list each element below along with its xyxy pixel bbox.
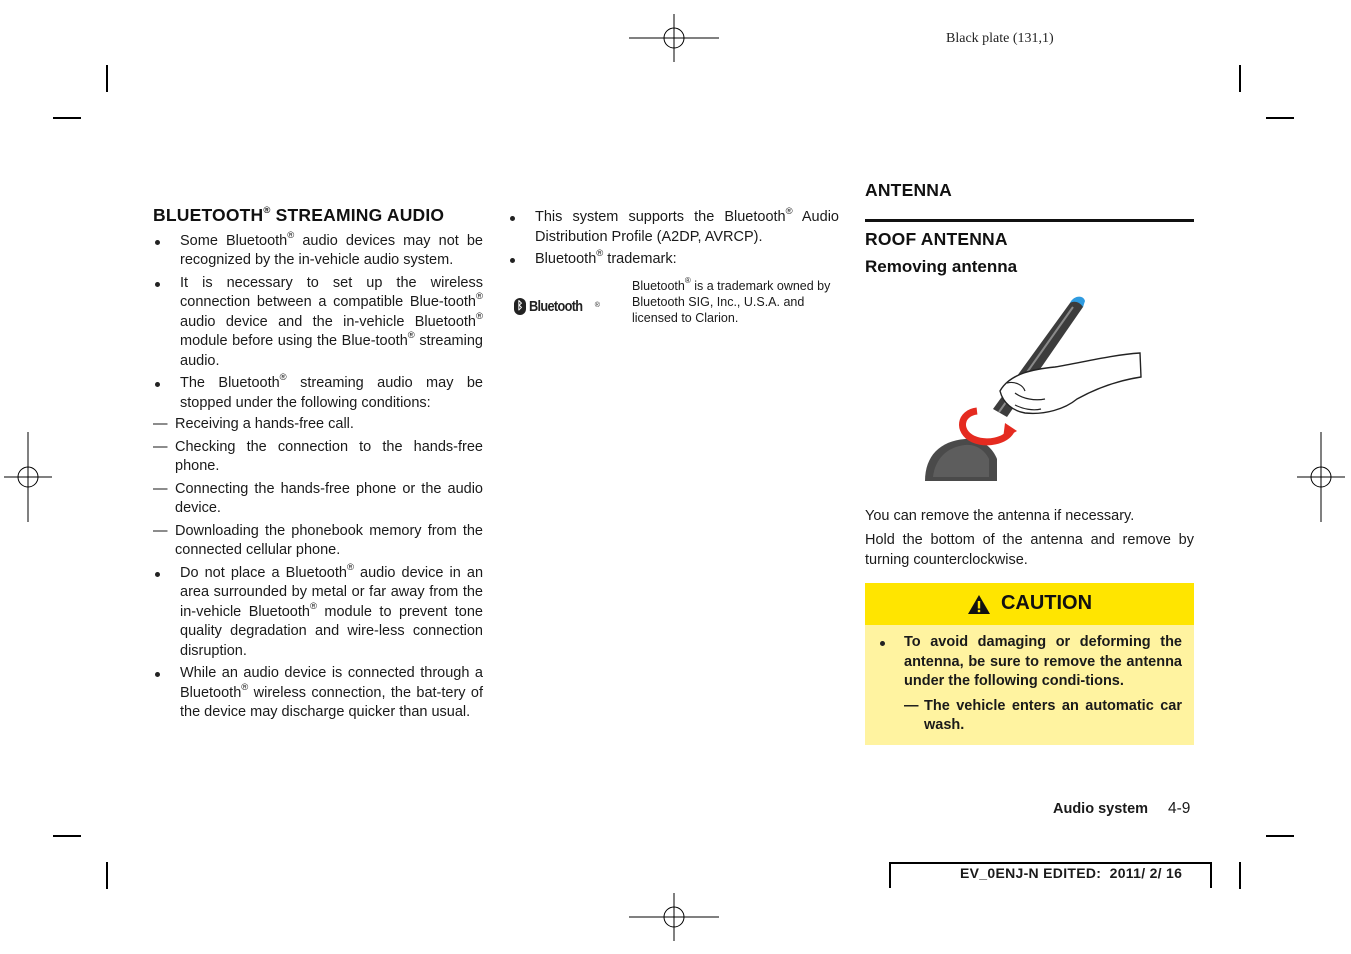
footer-section-title: Audio system: [1053, 801, 1149, 817]
condition-item: — Receiving a hands-free call.: [153, 416, 354, 432]
caution-sublist: [904, 697, 1182, 736]
edit-info: EV_0ENJ-N EDITED: 2011/ 2/ 16: [960, 865, 1183, 881]
trademark-row: [508, 278, 839, 326]
bluetooth-streaming-section: [153, 206, 483, 726]
caution-item: To avoid damaging or deforming the antenna, be sure to remove the antenna under the following condi-tions.: [877, 633, 1182, 692]
removing-antenna-heading: Removing antenna: [865, 257, 1018, 276]
condition-item: — Downloading the phonebook memory from the connected cellular phone.: [153, 522, 483, 558]
section-heading: BLUETOOTH® STREAMING AUDIO: [153, 205, 445, 225]
bluetooth-bullets: [153, 229, 483, 414]
condition-list: [153, 415, 483, 561]
registration-target-left: [4, 432, 52, 522]
antenna-heading: ANTENNA: [865, 180, 952, 200]
caution-body: [865, 625, 1194, 745]
paragraph: Hold the bottom of the antenna and remove by turning counterclockwise.: [865, 532, 1194, 568]
bluetooth-info-bullets: [508, 208, 839, 270]
paragraph: You can remove the antenna if necessary.: [865, 507, 1135, 524]
caution-box: [865, 583, 1194, 745]
hand: [1000, 353, 1141, 413]
list-item: The Bluetooth® streaming audio may be stopped under the following conditions:: [153, 374, 483, 413]
caution-header: [865, 583, 1194, 625]
bluetooth-rune-icon: ᛒ: [514, 298, 526, 315]
registration-target-top: [629, 14, 719, 62]
list-item: Bluetooth® trademark:: [508, 250, 839, 270]
caution-list: [877, 633, 1182, 692]
list-item: While an audio device is connected through a Bluetooth® wireless connection, the bat-tery of the device may discharge quicker than usual.: [153, 664, 483, 723]
registration-target-right: [1297, 432, 1345, 522]
page-number: 4-9: [1168, 800, 1191, 817]
section-divider: [865, 219, 1194, 222]
registration-target-bottom: [629, 893, 719, 941]
caution-title: CAUTION: [1000, 592, 1093, 615]
condition-item: — Checking the connection to the hands-free phone.: [153, 438, 483, 474]
caution-subitem: — The vehicle enters an automatic car wash.: [904, 697, 1182, 733]
condition-item: — Connecting the hands-free phone or the audio device.: [153, 480, 483, 516]
bluetooth-info-section: [508, 208, 839, 326]
list-item: It is necessary to set up the wireless connection between a compatible Blue-tooth® audio device and the in-vehicle Bluetooth® module before using the Blue-tooth® streaming audio.: [153, 274, 483, 372]
list-item: This system supports the Bluetooth® Audio Distribution Profile (A2DP, AVRCP).: [508, 208, 839, 247]
bluetooth-logo: ᛒ Bluetooth ®: [508, 278, 632, 326]
list-item: Do not place a Bluetooth® audio device in an area surrounded by metal or far away from the in-vehicle Bluetooth® module to prevent tone quality degradation and wire-less connection disruption.: [153, 564, 483, 662]
trademark-note: Bluetooth® is a trademark owned by Bluetooth SIG, Inc., U.S.A. and licensed to Clarion.: [632, 276, 831, 325]
list-item: Some Bluetooth® audio devices may not be recognized by the in-vehicle audio system.: [153, 232, 483, 271]
roof-antenna-heading: ROOF ANTENNA: [865, 228, 1008, 249]
plate-label: Black plate (131,1): [946, 31, 1054, 46]
warning-icon: [967, 594, 991, 615]
antenna-removal-illustration: [865, 281, 1194, 493]
bluetooth-bullets-cont: [153, 561, 484, 723]
antenna-section: [865, 178, 1194, 745]
